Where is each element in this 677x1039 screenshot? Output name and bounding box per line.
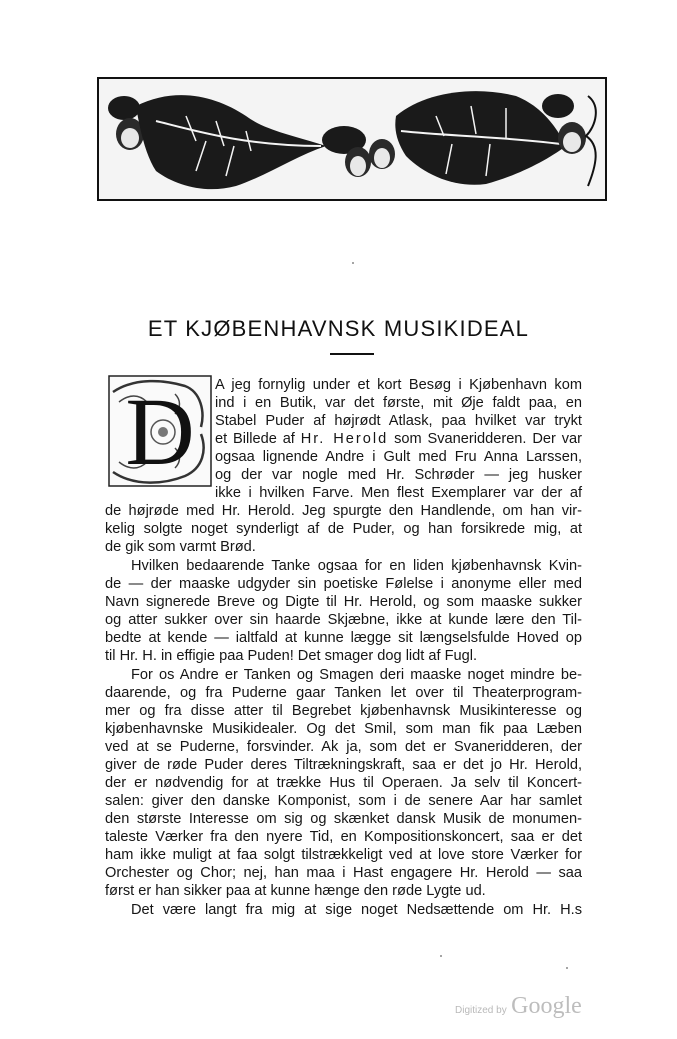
paragraph2-line-5: bedte at kende — ialtfald at kunne lægge sit længselsfulde Hoved op	[105, 630, 582, 646]
drop-cap-letter: D	[125, 378, 195, 485]
watermark-prefix: Digitized by	[455, 1005, 507, 1016]
google-logo: Google	[511, 993, 582, 1019]
oak-leaf-headpiece-illustration	[96, 76, 608, 202]
article-title: ET KJØBENHAVNSK MUSIKIDEAL	[147, 316, 530, 341]
paragraph1-line-4: et Billede af Hr. Herold som Svaneridderen. Der var	[215, 431, 582, 447]
paragraph3-line-2: daarende, og fra Puderne gaar Tanken let over til Theaterprogram-	[105, 685, 582, 701]
paragraph2-line-4: og atter sukker over sin haarde Skjæbne, ikke at kunde lære den Til-	[105, 612, 582, 628]
title-divider	[330, 353, 374, 355]
paragraph1-line-9: kelig solgte noget synderligt af de Puder, og han forsikrede mig, at	[105, 521, 582, 537]
paragraph3-line-12: Orchester og Chor; nej, han maa i Hast engagere Hr. Herold — saa	[105, 865, 582, 881]
paragraph3-line-7: der er nødvendig for at trække Hus til Operaen. Ja selv til Koncert-	[105, 775, 582, 791]
paragraph2-line-6: til Hr. H. in effigie paa Puden! Det smager dog lidt af Fugl.	[105, 648, 478, 664]
paragraph3-line-1: For os Andre er Tanken og Smagen deri maaske noget mindre be-	[131, 667, 582, 683]
paragraph1-line-3: Stabel Puder af højrødt Atlask, paa hvilket var trykt	[215, 413, 582, 429]
paragraph2-line-1: Hvilken bedaarende Tanke ogsaa for en liden kjøbenhavnsk Kvin-	[131, 558, 582, 574]
scan-speck	[440, 955, 442, 957]
paragraph2-line-3: Navn signerede Breve og Digte til Hr. Herold, og som maaske sukker	[105, 594, 582, 610]
paragraph1-line-5: ogsaa lignende Andre i Gult med Fru Anna Larssen,	[215, 449, 582, 465]
paragraph3-line-3: mer og fra disse atter til Begrebet kjøbenhavnsk Musikinteresse og	[105, 703, 582, 719]
paragraph1-line-1: A jeg fornylig under et kort Besøg i Kjøbenhavn kom	[215, 377, 582, 393]
paragraph1-line-6: og der var nogle med Hr. Schrøder — jeg husker	[215, 467, 582, 483]
scan-speck	[352, 262, 354, 264]
paragraph3-line-5: ved at se Puderne, forsvinder. Ak ja, som det er Svaneridderen, der	[105, 739, 582, 755]
paragraph1-line-7: ikke i hvilken Farve. Men flest Exemplarer var der af	[215, 485, 582, 501]
drop-cap-ornament	[105, 372, 215, 490]
name-herold-spaced: Hr. Herold	[300, 431, 389, 447]
digitized-by-google-watermark	[455, 993, 582, 1020]
paragraph2-line-2: de — der maaske udgyder sin poetiske Følelse i anonyme eller med	[105, 576, 582, 592]
paragraph1-line-8: de højrøde med Hr. Herold. Jeg spurgte den Handlende, om han vir-	[105, 503, 582, 519]
paragraph3-line-6: giver de røde Puder deres Tiltrækningskraft, saa er det jo Hr. Herold,	[105, 757, 582, 773]
paragraph4-line-1: Det være langt fra mig at sige noget Nedsættende om Hr. H.s	[131, 902, 582, 918]
paragraph1-line-10: de gik som varmt Brød.	[105, 539, 256, 555]
scan-speck	[566, 967, 568, 969]
paragraph3-line-8: salen: giver den danske Komponist, som i de senere Aar har samlet	[105, 793, 582, 809]
paragraph1-line-2: ind i en Butik, var det første, mit Øje faldt paa, en	[215, 395, 582, 411]
paragraph3-line-10: taleste Værker fra den nyere Tid, en Kompositionskoncert, saa er det	[105, 829, 582, 845]
paragraph3-line-4: kjøbenhavnske Musikidealer. Og det Smil, som man fik paa Læben	[105, 721, 582, 737]
paragraph3-line-11: ham ikke muligt at faa solgt tilstrækkeligt ved at love store Værker for	[105, 847, 582, 863]
paragraph3-line-13: først er han sikker paa at kunne hænge den røde Lygte ud.	[105, 883, 486, 899]
paragraph3-line-9: den største Interesse om sig og skænket dansk Musik de monumen-	[105, 811, 582, 827]
